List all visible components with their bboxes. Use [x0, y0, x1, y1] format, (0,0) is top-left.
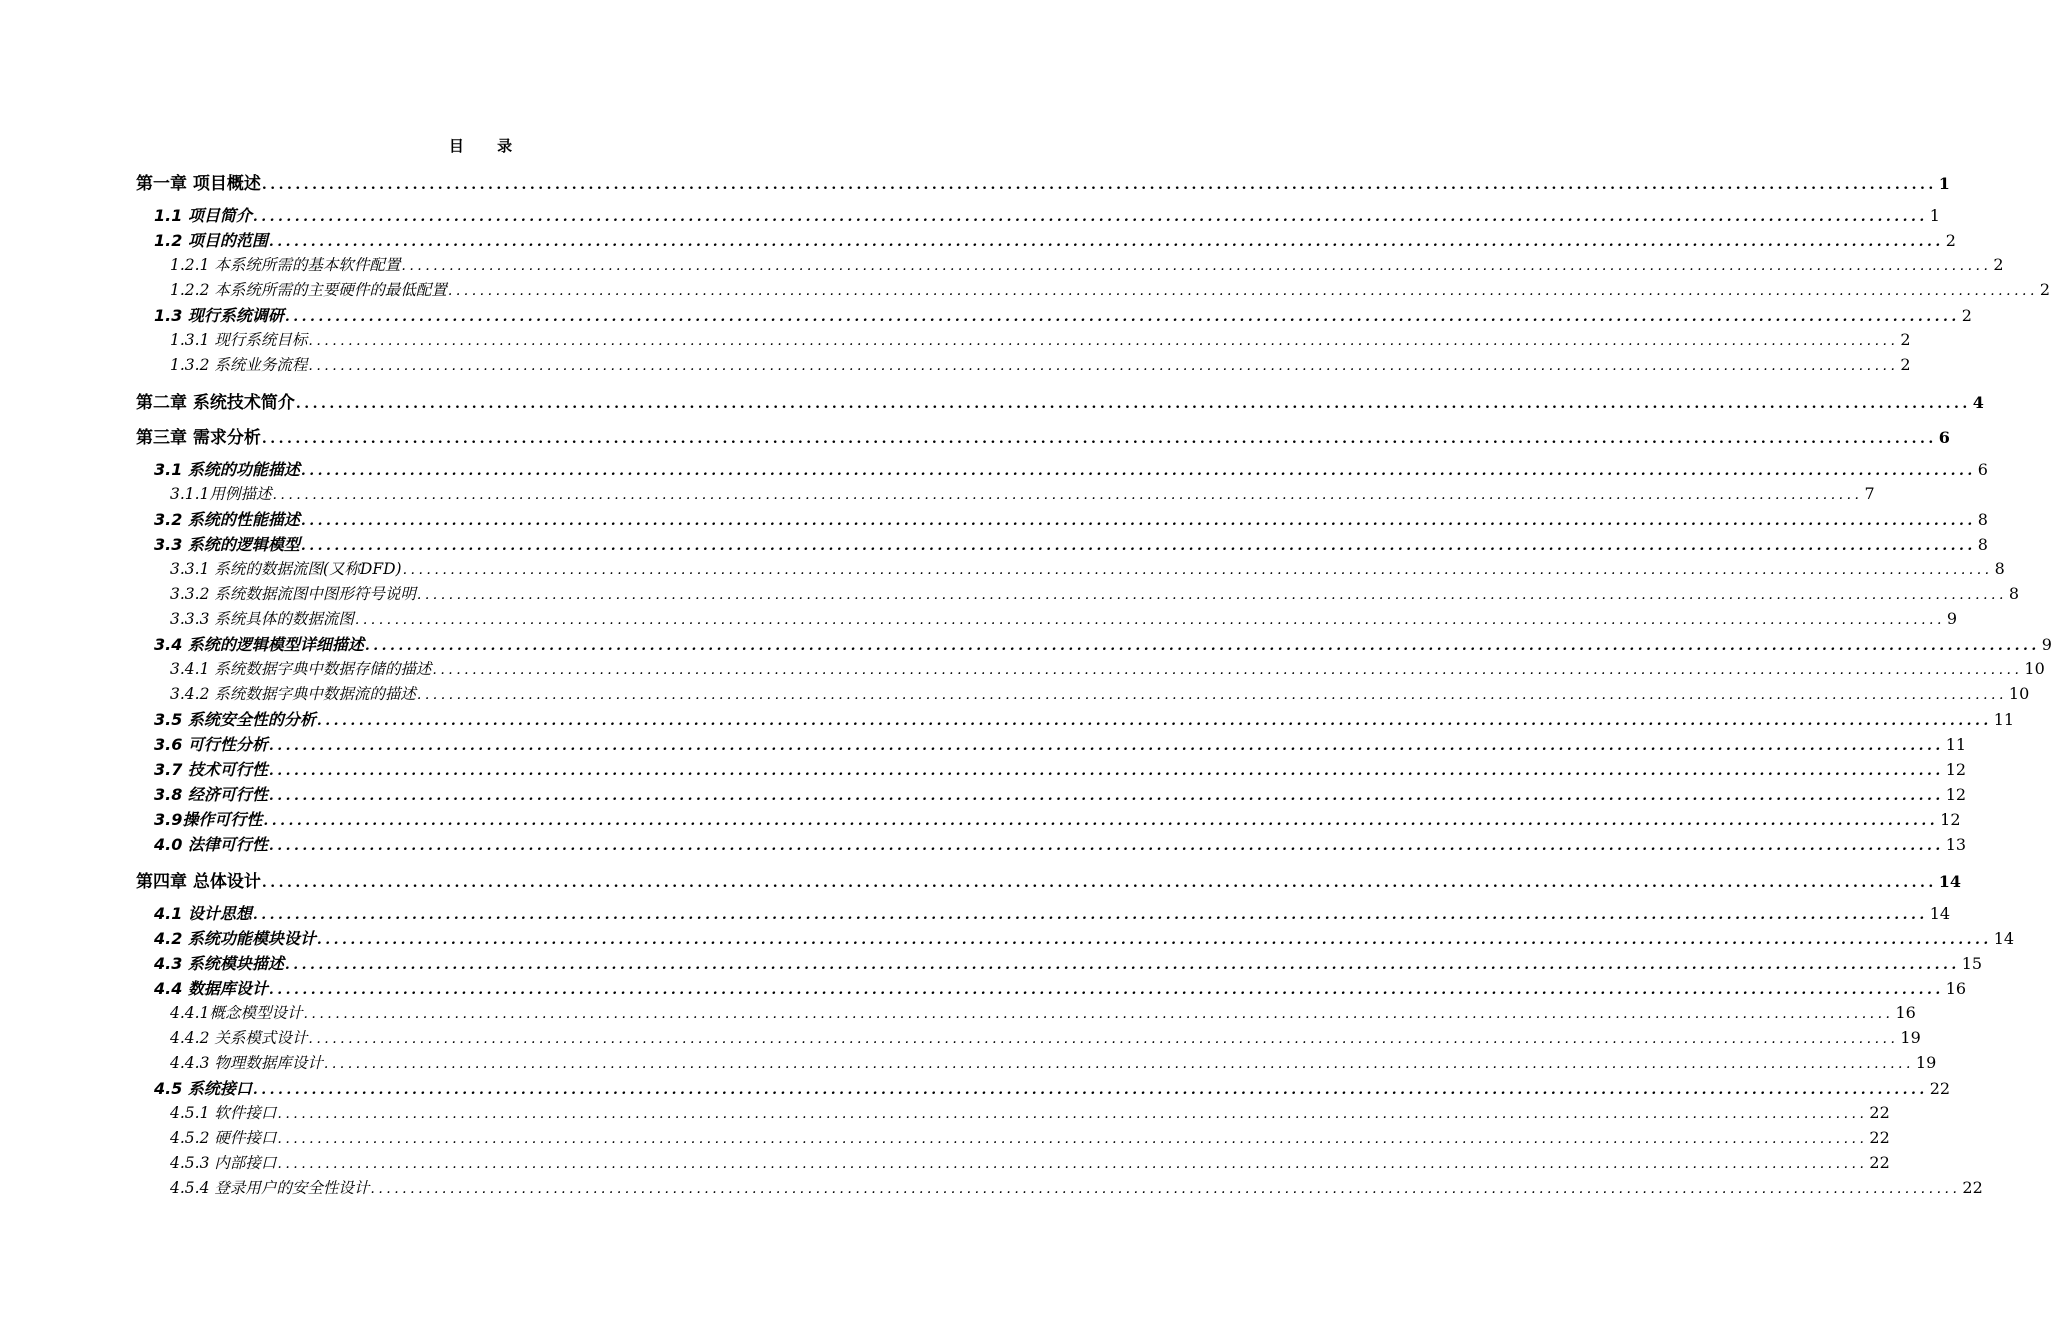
toc-section-entry[interactable]: [0, 782, 1967, 806]
toc-chapter-entry[interactable]: [0, 423, 1950, 448]
toc-dot-leader: ........................................................................................................................................................................................................: [261, 177, 1937, 193]
toc-entry-title: 3.8 经济可行性: [154, 785, 268, 804]
toc-dot-leader: ........................................................................................................................................................................................................: [416, 687, 2007, 703]
toc-page-number: 2: [1900, 355, 1911, 374]
toc-dot-leader: ........................................................................................................................................................................................................: [252, 907, 1928, 923]
toc-page-number: 10: [2008, 684, 2030, 703]
toc-page-number: 9: [2041, 635, 2052, 654]
toc-entry-title: 第三章 需求分析: [136, 428, 261, 448]
toc-dot-leader: ........................................................................................................................................................................................................: [284, 957, 1960, 973]
toc-dot-leader: ........................................................................................................................................................................................................: [263, 813, 1939, 829]
toc-entry-title: 3.4.2 系统数据字典中数据流的描述: [170, 685, 416, 703]
toc-entry-title: 4.1 设计思想: [154, 904, 252, 923]
toc-section-entry[interactable]: [0, 976, 1967, 1000]
toc-subsection-entry[interactable]: [0, 278, 2051, 302]
toc-page-number: 16: [1945, 979, 1967, 998]
toc-subsection-entry[interactable]: [0, 253, 2004, 277]
toc-entry-title: 3.1 系统的功能描述: [154, 460, 300, 479]
toc-chapter-entry[interactable]: [0, 388, 1984, 413]
toc-entry-title: 第四章 总体设计: [136, 872, 261, 892]
toc-dot-leader: ........................................................................................................................................................................................................: [300, 538, 1976, 554]
toc-entry-title: 4.5.4 登录用户的安全性设计: [170, 1179, 370, 1197]
toc-page-number: 2: [1993, 255, 2004, 274]
toc-dot-leader: ........................................................................................................................................................................................................: [261, 875, 1937, 891]
toc-entry-title: 4.4.3 物理数据库设计: [170, 1054, 323, 1072]
toc-page-number: 6: [1938, 428, 1950, 447]
toc-dot-leader: ........................................................................................................................................................................................................: [354, 612, 1945, 628]
toc-page-number: 2: [1900, 330, 1911, 349]
toc-section-entry[interactable]: [0, 951, 1983, 975]
toc-section-entry[interactable]: [0, 507, 1988, 531]
toc-section-entry[interactable]: [0, 926, 2015, 950]
toc-entry-title: 1.2 项目的范围: [154, 231, 268, 250]
toc-subsection-entry[interactable]: [0, 482, 1875, 506]
toc-entry-title: 3.4 系统的逻辑模型详细描述: [154, 635, 364, 654]
toc-page-number: 22: [1869, 1128, 1890, 1147]
toc-subsection-entry[interactable]: [0, 657, 2045, 681]
toc-subsection-entry[interactable]: [0, 1051, 1937, 1075]
toc-section-entry[interactable]: [0, 303, 1972, 327]
toc-dot-leader: ........................................................................................................................................................................................................: [295, 396, 1971, 412]
toc-entry-title: 1.2.1 本系统所需的基本软件配置: [170, 256, 401, 274]
toc-entry-title: 3.6 可行性分析: [154, 735, 268, 754]
toc-entry-title: 1.1 项目简介: [154, 206, 252, 225]
toc-page-number: 22: [1962, 1178, 1983, 1197]
toc-page-number: 4: [1972, 393, 1984, 412]
toc-section-entry[interactable]: [0, 707, 2015, 731]
toc-entry-title: 3.9操作可行性: [154, 810, 263, 829]
toc-subsection-entry[interactable]: [0, 1126, 1890, 1150]
toc-page-number: 8: [2008, 584, 2020, 603]
toc-page-number: 12: [1945, 785, 1967, 804]
toc-page-number: 6: [1977, 460, 1988, 479]
toc-dot-leader: ........................................................................................................................................................................................................: [416, 587, 2007, 603]
toc-entry-title: 4.3 系统模块描述: [154, 954, 284, 973]
toc-dot-leader: ........................................................................................................................................................................................................: [300, 463, 1976, 479]
toc-dot-leader: ........................................................................................................................................................................................................: [252, 1082, 1928, 1098]
toc-page-number: 10: [2024, 659, 2045, 678]
toc-section-entry[interactable]: [0, 532, 1988, 556]
toc-entry-title: 4.5 系统接口: [154, 1079, 252, 1098]
toc-dot-leader: ........................................................................................................................................................................................................: [268, 234, 1944, 250]
toc-page-number: 8: [1994, 559, 2005, 578]
toc-page-number: 2: [1961, 306, 1972, 325]
toc-subsection-entry[interactable]: [0, 582, 2020, 606]
toc-dot-leader: ........................................................................................................................................................................................................: [268, 788, 1944, 804]
toc-page-number: 14: [1929, 904, 1951, 923]
toc-entry-title: 3.7 技术可行性: [154, 760, 268, 779]
toc-entry-title: 1.3.1 现行系统目标: [170, 331, 308, 349]
toc-entry-title: 3.4.1 系统数据字典中数据存储的描述: [170, 660, 432, 678]
toc-subsection-entry[interactable]: [0, 353, 1911, 377]
toc-entry-title: 4.0 法律可行性: [154, 835, 268, 854]
toc-subsection-entry[interactable]: [0, 557, 2005, 581]
toc-page-number: 7: [1864, 484, 1875, 503]
toc-entry-title: 3.5 系统安全性的分析: [154, 710, 316, 729]
toc-section-entry[interactable]: [0, 1076, 1951, 1100]
toc-section-entry[interactable]: [0, 807, 1961, 831]
toc-entry-title: 4.4.1概念模型设计: [170, 1004, 303, 1022]
toc-dot-leader: ........................................................................................................................................................................................................: [308, 1031, 1899, 1047]
toc-entry-title: 3.1.1用例描述: [170, 485, 272, 503]
toc-page-number: 9: [1946, 609, 1958, 628]
toc-section-entry[interactable]: [0, 203, 1940, 227]
toc-page-number: 2: [1945, 231, 1956, 250]
toc-dot-leader: ........................................................................................................................................................................................................: [300, 513, 1976, 529]
toc-dot-leader: ........................................................................................................................................................................................................: [268, 838, 1944, 854]
toc-entry-title: 3.3.3 系统具体的数据流图: [170, 610, 354, 628]
toc-page-number: 2: [2039, 280, 2051, 299]
toc-dot-leader: ........................................................................................................................................................................................................: [364, 638, 2040, 654]
toc-entry-title: 第一章 项目概述: [136, 174, 261, 194]
toc-entry-title: 1.3 现行系统调研: [154, 306, 284, 325]
toc-page-number: 22: [1869, 1103, 1890, 1122]
toc-page-number: 11: [1945, 735, 1967, 754]
toc-section-entry[interactable]: [0, 732, 1967, 756]
toc-dot-leader: ........................................................................................................................................................................................................: [370, 1181, 1961, 1197]
toc-section-entry[interactable]: [0, 632, 2052, 656]
toc-page-number: 8: [1977, 510, 1988, 529]
toc-page-number: 12: [1940, 810, 1961, 829]
toc-page-number: 14: [1993, 929, 2015, 948]
toc-dot-leader: ........................................................................................................................................................................................................: [277, 1131, 1868, 1147]
toc-subsection-entry[interactable]: [0, 607, 1958, 631]
toc-page-number: 19: [1915, 1053, 1937, 1072]
toc-page-number: 13: [1945, 835, 1967, 854]
toc-subsection-entry[interactable]: [0, 1026, 1921, 1050]
toc-subsection-entry[interactable]: [0, 1101, 1890, 1125]
toc-entry-title: 4.5.3 内部接口: [170, 1154, 277, 1172]
toc-chapter-entry[interactable]: [0, 169, 1950, 194]
toc-entry-title: 1.2.2 本系统所需的主要硬件的最低配置: [170, 281, 447, 299]
toc-dot-leader: ........................................................................................................................................................................................................: [303, 1006, 1894, 1022]
toc-page-number: 22: [1929, 1079, 1951, 1098]
toc-dot-leader: ........................................................................................................................................................................................................: [261, 431, 1937, 447]
toc-title: 目 录: [448, 137, 527, 155]
toc-page-number: 12: [1945, 760, 1967, 779]
toc-page-number: 8: [1977, 535, 1988, 554]
toc-dot-leader: ........................................................................................................................................................................................................: [308, 333, 1899, 349]
toc-entry-title: 4.5.1 软件接口: [170, 1104, 277, 1122]
toc-page-number: 16: [1895, 1003, 1916, 1022]
toc-entry-title: 4.4 数据库设计: [154, 979, 268, 998]
toc-dot-leader: ........................................................................................................................................................................................................: [268, 738, 1944, 754]
toc-dot-leader: ........................................................................................................................................................................................................: [432, 662, 2023, 678]
toc-dot-leader: ........................................................................................................................................................................................................: [252, 209, 1928, 225]
toc-page-number: 19: [1900, 1028, 1921, 1047]
toc-entry-title: 1.3.2 系统业务流程: [170, 356, 308, 374]
toc-section-entry[interactable]: [0, 228, 1956, 252]
toc-subsection-entry[interactable]: [0, 1001, 1916, 1025]
toc-page-number: 14: [1938, 872, 1961, 891]
toc-entry-title: 3.3 系统的逻辑模型: [154, 535, 300, 554]
toc-page-number: 15: [1961, 954, 1983, 973]
toc-entry-title: 3.3.2 系统数据流图中图形符号说明: [170, 585, 416, 603]
toc-dot-leader: ........................................................................................................................................................................................................: [284, 309, 1960, 325]
toc-dot-leader: ........................................................................................................................................................................................................: [447, 283, 2038, 299]
toc-page-number: 1: [1938, 174, 1950, 193]
toc-dot-leader: ........................................................................................................................................................................................................: [308, 358, 1899, 374]
toc-entry-title: 4.5.2 硬件接口: [170, 1129, 277, 1147]
toc-entry-title: 3.2 系统的性能描述: [154, 510, 300, 529]
toc-dot-leader: ........................................................................................................................................................................................................: [323, 1056, 1914, 1072]
toc-page-number: 1: [1929, 206, 1940, 225]
toc-dot-leader: ........................................................................................................................................................................................................: [268, 763, 1944, 779]
toc-section-entry[interactable]: [0, 757, 1967, 781]
toc-dot-leader: ........................................................................................................................................................................................................: [272, 487, 1863, 503]
toc-section-entry[interactable]: [0, 457, 1988, 481]
toc-dot-leader: ........................................................................................................................................................................................................: [268, 982, 1944, 998]
toc-entry-title: 3.3.1 系统的数据流图(又称DFD): [170, 560, 402, 578]
toc-chapter-entry[interactable]: [0, 867, 1961, 892]
toc-entry-title: 4.2 系统功能模块设计: [154, 929, 316, 948]
toc-entry-title: 第二章 系统技术简介: [136, 393, 295, 413]
toc-dot-leader: ........................................................................................................................................................................................................: [316, 713, 1992, 729]
toc-subsection-entry[interactable]: [0, 1176, 1983, 1200]
toc-page-number: 11: [1993, 710, 2015, 729]
toc-subsection-entry[interactable]: [0, 1151, 1890, 1175]
toc-page-number: 22: [1869, 1153, 1890, 1172]
toc-dot-leader: ........................................................................................................................................................................................................: [277, 1156, 1868, 1172]
toc-section-entry[interactable]: [0, 832, 1967, 856]
toc-dot-leader: ........................................................................................................................................................................................................: [277, 1106, 1868, 1122]
toc-subsection-entry[interactable]: [0, 682, 2030, 706]
toc-subsection-entry[interactable]: [0, 328, 1911, 352]
toc-dot-leader: ........................................................................................................................................................................................................: [316, 932, 1992, 948]
toc-dot-leader: ........................................................................................................................................................................................................: [401, 258, 1992, 274]
toc-dot-leader: ........................................................................................................................................................................................................: [402, 562, 1993, 578]
toc-entry-title: 4.4.2 关系模式设计: [170, 1029, 308, 1047]
toc-section-entry[interactable]: [0, 901, 1951, 925]
